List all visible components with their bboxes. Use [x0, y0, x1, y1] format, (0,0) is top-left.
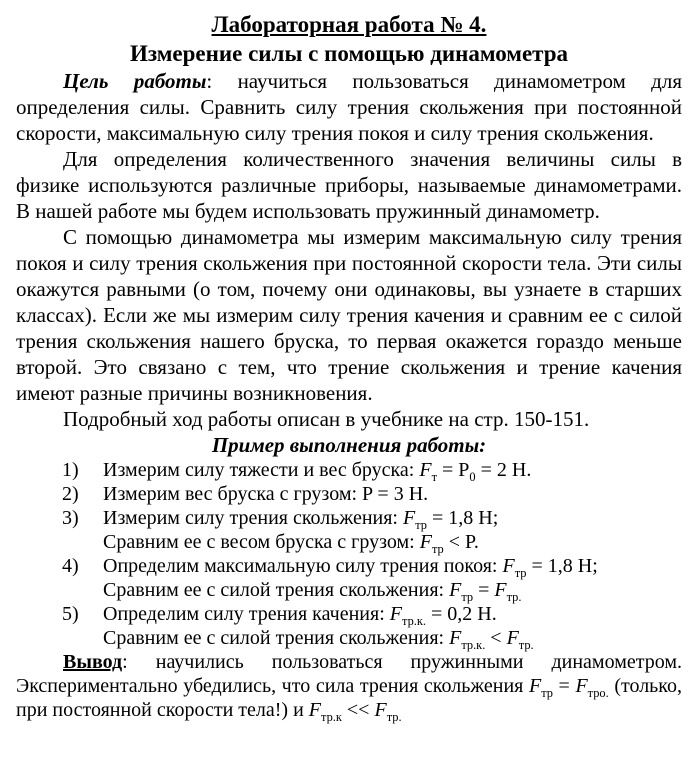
document-subtitle: Измерение силы с помощью динамометра [129, 41, 569, 66]
paragraph-conclusion: Вывод: научились пользоваться пружинными динамометром. Экспериментально убедились, что сила трения скольжения $F_{тр} = F_{тро.}$ (только, при постоянной скорости тела!) и $F_{тр.к} << F_{тр.}$ [16, 651, 682, 724]
example-steps-list [16, 458, 682, 650]
list-item-body [103, 602, 682, 650]
paragraph-method: С помощью динамометра мы измерим максимальную силу трения покоя и силу трения скольжения при постоянной скорости тела. Эти силы окажутся равными (о том, почему они одинаковы, вы узнаете в старших классах). Если же мы измерим силу трения качения и сравним ее с силой трения скольжения нашего бруска, то первая окажется гораздо меньше второй. Это связано с тем, что трение скольжения и трение качения имеют разные причины возникновения. [16, 225, 682, 405]
list-item [16, 482, 682, 506]
list-item-line: Определим максимальную силу трения покоя: $F_{тр} = 1,8$ Н; [103, 555, 598, 580]
paragraph-reference: Подробный ход работы описан в учебнике на стр. 150-151. [63, 407, 590, 431]
paragraph-purpose: Цель работы: научиться пользоваться динамометром для определения силы. Сравнить силу трения скольжения при постоянной скорости, максимальную силу трения покоя и силу трения скольжения. [16, 69, 682, 145]
list-item [16, 554, 682, 602]
list-item-number: 3) [62, 507, 79, 529]
list-item-number: 1) [62, 459, 79, 481]
list-item-line: Измерим силу трения скольжения: $F_{тр} = 1,8$ Н; [103, 507, 499, 532]
list-item-line: Измерим вес бруска с грузом: P = 3 Н. [103, 483, 429, 505]
paragraph-intro: Для определения количественного значения величины силы в физике используются различные приборы, называемые динамометрами. В нашей работе мы будем использовать пружинный динамометр. [16, 147, 682, 223]
list-item-line: Сравним ее с силой трения скольжения: $F_{тр.к.} < F_{тр.}$ [103, 627, 534, 652]
list-item [16, 458, 682, 482]
document-title [16, 10, 682, 39]
list-item [16, 506, 682, 554]
list-item-body [103, 482, 682, 506]
list-item-number: 4) [62, 555, 79, 577]
list-item-body [103, 506, 682, 554]
document-title-text: Лабораторная работа № 4. [211, 12, 487, 37]
list-item-line: Сравним ее с силой трения скольжения: $F_{тр} = F_{тр.}$ [103, 579, 522, 604]
list-item-line: Определим силу трения качения: $F_{тр.к.} = 0,2$ Н. [103, 603, 497, 628]
list-item-line: Сравним ее с весом бруска с грузом: $F_{тр} < P$. [103, 531, 479, 556]
list-item-number: 5) [62, 603, 79, 625]
list-item-body [103, 554, 682, 602]
list-item-number: 2) [62, 483, 79, 505]
example-header: Пример выполнения работы: [211, 433, 487, 457]
list-item [16, 602, 682, 650]
list-item-body [103, 458, 682, 482]
list-item-line: Измерим силу тяжести и вес бруска: $F_т = P_0 = 2$ Н. [103, 459, 532, 484]
